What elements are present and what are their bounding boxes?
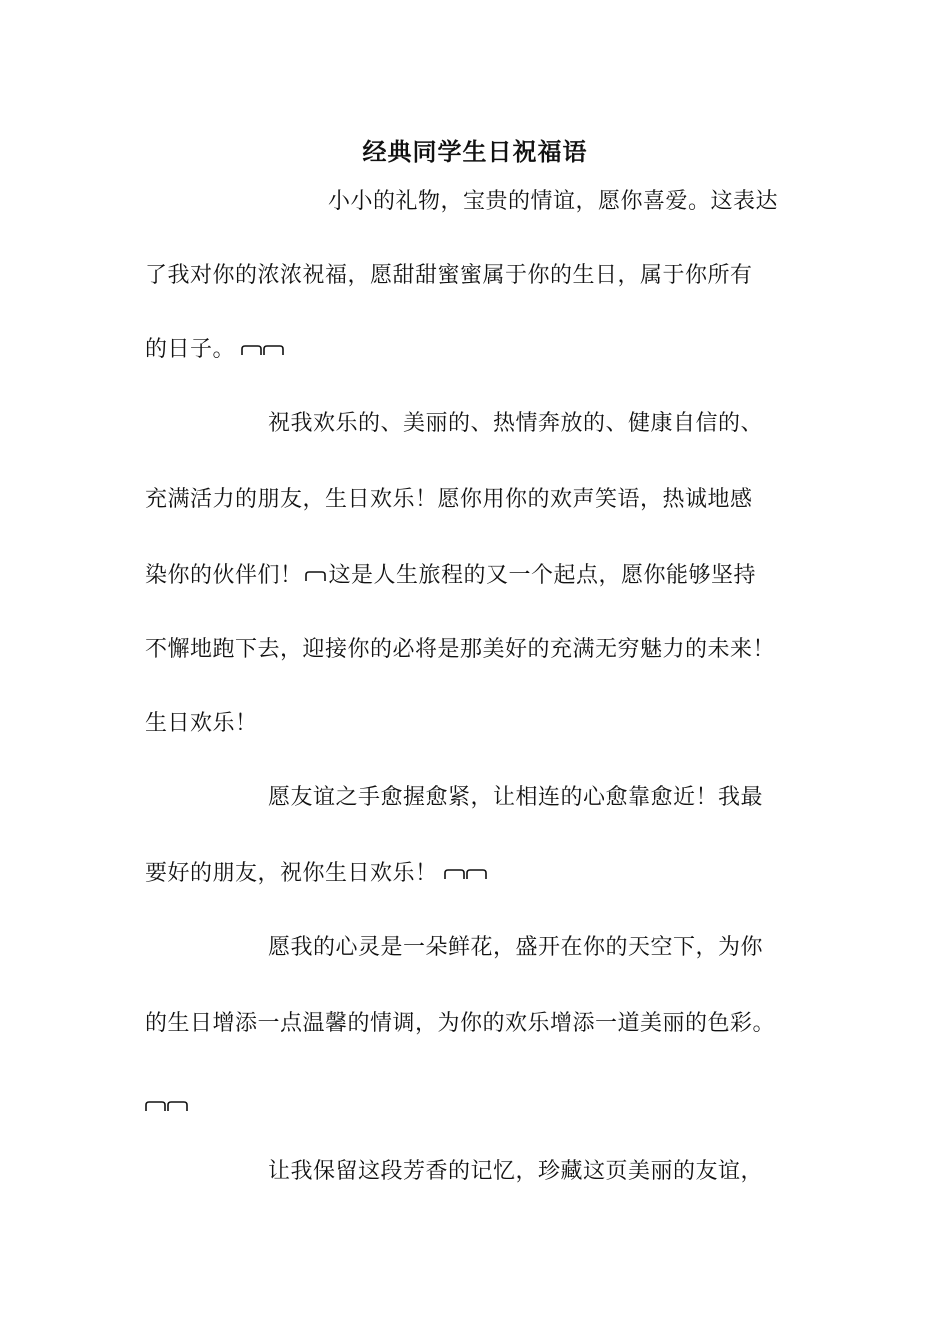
line-text: 要好的朋友，祝你生日欢乐！: [145, 861, 438, 886]
decorative-mark-icon: [444, 868, 488, 880]
document-title: 经典同学生日祝福语: [362, 137, 588, 166]
line-text: 这是人生旅程的又一个起点，愿你能够坚持: [328, 563, 757, 588]
decorative-mark-icon: [241, 344, 285, 356]
line-text: 生日欢乐！: [145, 711, 258, 736]
line-text: 不懈地跑下去，迎接你的必将是那美好的充满无穷魅力的未来！: [145, 637, 776, 662]
paragraph-line: [145, 1156, 938, 1188]
line-text: 让我保留这段芳香的记忆，珍藏这页美丽的友谊，: [268, 1159, 764, 1184]
paragraph-line: [145, 260, 815, 292]
line-text: 祝我欢乐的、美丽的、热情奔放的、健康自信的、: [268, 411, 764, 436]
line-text: 的生日增添一点温馨的情调，为你的欢乐增添一道美丽的色彩。: [145, 1011, 776, 1036]
decorative-mark-icon: [145, 1100, 189, 1112]
paragraph-line: [145, 484, 815, 516]
line-text: 的日子。: [145, 337, 236, 362]
paragraph-line: [145, 782, 938, 814]
paragraph-line: [145, 634, 815, 666]
paragraph-line: [145, 858, 815, 890]
line-text: 小小的礼物，宝贵的情谊，愿你喜爱。这表达: [328, 189, 779, 214]
line-text: 了我对你的浓浓祝福，愿甜甜蜜蜜属于你的生日，属于你所有: [145, 263, 753, 288]
paragraph-line: [145, 932, 938, 964]
paragraph-line: [145, 408, 938, 440]
line-text: 愿友谊之手愈握愈紧，让相连的心愈靠愈近！我最: [268, 785, 764, 810]
line-text: 充满活力的朋友，生日欢乐！愿你用你的欢声笑语，热诚地感: [145, 487, 753, 512]
paragraph-line: [145, 334, 815, 366]
paragraph-line: [145, 708, 815, 740]
line-text: 染你的伙伴们！: [145, 563, 303, 588]
paragraph-line: [145, 1090, 815, 1122]
decorative-mark-icon: [305, 570, 327, 582]
paragraph-line: [145, 186, 950, 218]
paragraph-line: [145, 1008, 815, 1040]
paragraph-line: [145, 560, 815, 592]
line-text: 愿我的心灵是一朵鲜花，盛开在你的天空下，为你: [268, 935, 764, 960]
